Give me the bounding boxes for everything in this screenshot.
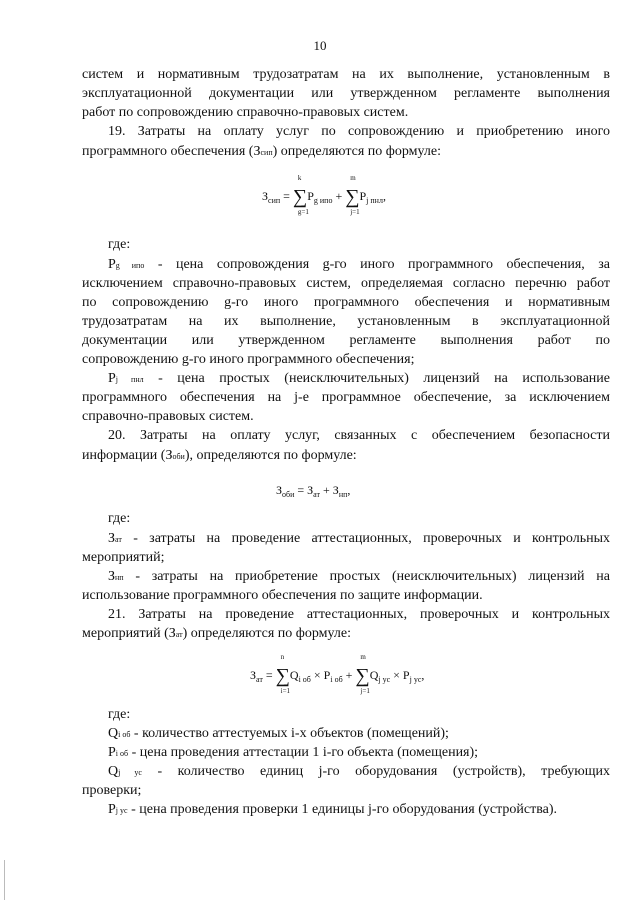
- def-1-line-1: Pg ипо - цена сопровождения g-го иного программного обеспечения, за: [108, 257, 610, 272]
- p1-line-1: систем и нормативным трудозатратам на их выполнение, установленным в: [82, 67, 610, 82]
- def-2-line-1: Pj пнл - цена простых (неисключительных) лицензий на использование: [108, 371, 610, 386]
- formula-2: $З_{оби} = З_{ат} + З_{нп}$,: [276, 483, 351, 499]
- p21-line-2: мероприятий (Зат) определяются по формуле:: [82, 626, 351, 641]
- def-1-line-2: исключением справочно-правовых систем, определяемая согласно перечню работ: [82, 276, 610, 291]
- p1-line-3: работ по сопровождению справочно-правовых систем.: [82, 105, 409, 120]
- def-4-line-1: Знп - затраты на приобретение простых (неисключительных) лицензий на: [108, 569, 610, 584]
- p20-line-2: информации (Зоби), определяются по формуле:: [82, 448, 357, 463]
- formula-3: $З_{ат}$ = n ∑ i=1 $Q_{i об} \times P_{i об}$ + m ∑ j=1 $Q_{j ус} \times P_{j ус}$,: [250, 653, 425, 695]
- where-label-2: где:: [108, 511, 131, 526]
- def-1-line-3: по сопровождению g-го иного программного обеспечения и нормативным: [82, 295, 610, 310]
- def-2-line-2: программного обеспечения на j-е программное обеспечение, за исключением: [82, 390, 610, 405]
- def-5: Qi об - количество аттестуемых i-х объектов (помещений);: [108, 726, 449, 741]
- p19-line-1: 19. Затраты на оплату услуг по сопровождению и приобретению иного: [108, 124, 610, 139]
- def-1-line-4: трудозатратам на их выполнение, установленным в эксплуатационной: [82, 314, 610, 329]
- def-3-line-1: Зат - затраты на проведение аттестационных, проверочных и контрольных: [108, 531, 610, 546]
- def-2-line-3: справочно-правовых систем.: [82, 409, 254, 424]
- def-1-line-5: документации или утвержденном регламенте выполнения работ по: [82, 333, 610, 348]
- formula-1: $З_{сип}$ = k ∑ g=1 $P_{g ипо}$ + m ∑ j=1 $P_{j пнл}$,: [262, 174, 386, 216]
- sum-symbol-1: k ∑ g=1: [292, 174, 309, 216]
- sum-symbol-2: m ∑ j=1: [345, 174, 360, 216]
- def-7-line-2: проверки;: [82, 783, 142, 798]
- p1-line-2: эксплуатационной документации или утвержденном регламенте выполнения: [82, 86, 610, 101]
- sum-symbol-4: m ∑ j=1: [355, 653, 370, 695]
- p19-line-2: программного обеспечения (Зсип) определяются по формуле:: [82, 144, 441, 159]
- scan-edge-line: [4, 860, 5, 900]
- page-number: 10: [313, 38, 327, 53]
- p20-line-1: 20. Затраты на оплату услуг, связанных с обеспечением безопасности: [108, 428, 610, 443]
- where-label-1: где:: [108, 237, 131, 252]
- def-1-line-6: сопровождению g-го иного программного обеспечения;: [82, 352, 415, 367]
- def-4-line-2: использование программного обеспечения по защите информации.: [82, 588, 483, 603]
- def-7-line-1: Qj ус - количество единиц j-го оборудования (устройств), требующих: [108, 764, 610, 779]
- def-3-line-2: мероприятий;: [82, 550, 165, 565]
- def-8: Pj ус - цена проведения проверки 1 единицы j-го оборудования (устройства).: [108, 802, 557, 817]
- p21-line-1: 21. Затраты на проведение аттестационных, проверочных и контрольных: [108, 607, 610, 622]
- where-label-3: где:: [108, 707, 131, 722]
- sum-symbol-3: n ∑ i=1: [275, 653, 291, 695]
- def-6: Pi об - цена проведения аттестации 1 i-го объекта (помещения);: [108, 745, 479, 760]
